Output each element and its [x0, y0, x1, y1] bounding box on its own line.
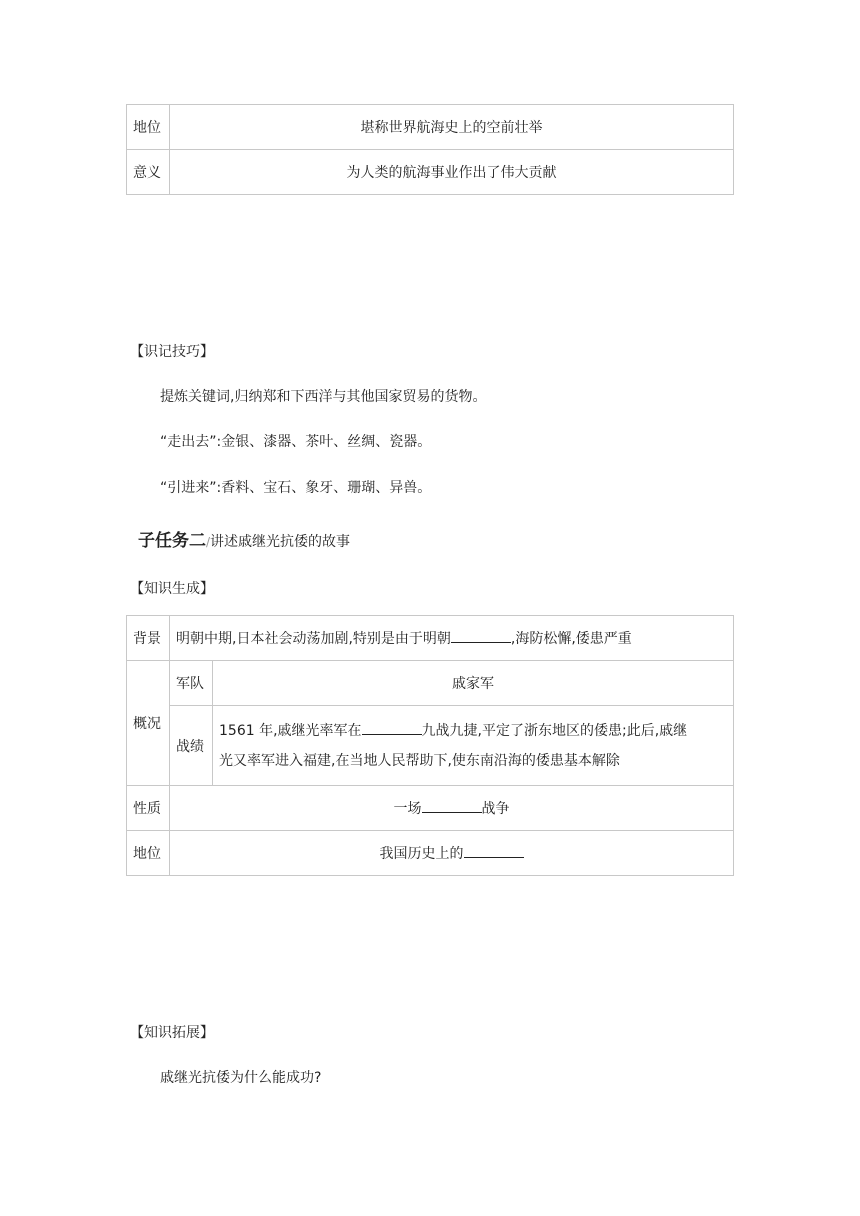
achievement-cell — [213, 706, 734, 786]
sub-label: 军队 — [170, 661, 213, 706]
memory-tips-go-out: “走出去”:金银、漆器、茶叶、丝绸、瓷器。 — [160, 434, 432, 450]
row-label: 地位 — [127, 831, 170, 876]
sub-label: 战绩 — [170, 706, 213, 786]
subtask-title: 子任务二 — [138, 531, 206, 551]
row-label: 性质 — [127, 786, 170, 831]
status-text-pre: 我国历史上的 — [379, 846, 464, 862]
army-value: 戚家军 — [213, 661, 734, 706]
row-value: 为人类的航海事业作出了伟大贡献 — [170, 150, 734, 195]
table-zhenghe-summary — [126, 104, 734, 195]
nature-text-post: 战争 — [481, 801, 510, 817]
memory-tips-intro: 提炼关键词,归纳郑和下西洋与其他国家贸易的货物。 — [160, 389, 487, 405]
subtask-separator: / — [206, 535, 211, 549]
table-row — [127, 616, 734, 661]
background-text-post: ,海防松懈,倭患严重 — [510, 631, 632, 647]
status-cell — [170, 831, 734, 876]
fill-blank — [464, 843, 524, 858]
knowledge-gen-heading: 【知识生成】 — [130, 581, 214, 597]
row-label: 意义 — [127, 150, 170, 195]
memory-tips-bring-in: “引进来”:香料、宝石、象牙、珊瑚、异兽。 — [160, 480, 432, 496]
nature-cell — [170, 786, 734, 831]
table-row — [127, 786, 734, 831]
achievement-text-pre: 1561 年,戚继光率军在 — [219, 722, 362, 739]
achievement-text-post: 九战九捷,平定了浙东地区的倭患;此后,戚继 — [421, 722, 688, 739]
row-label: 背景 — [127, 616, 170, 661]
fill-blank — [422, 798, 482, 813]
table-row — [127, 661, 734, 706]
memory-tips-heading: 【识记技巧】 — [130, 344, 214, 360]
knowledge-ext-heading: 【知识拓展】 — [130, 1025, 214, 1041]
background-text-pre: 明朝中期,日本社会动荡加剧,特别是由于明朝 — [176, 631, 451, 647]
achievement-text-line2: 光又率军进入福建,在当地人民帮助下,使东南沿海的倭患基本解除 — [219, 752, 620, 769]
subtask-title-block — [138, 526, 350, 551]
table-qijiguang — [126, 615, 734, 876]
table-row — [127, 105, 734, 150]
table-row — [127, 831, 734, 876]
row-label: 概况 — [127, 661, 170, 786]
fill-blank — [362, 720, 422, 735]
row-label: 地位 — [127, 105, 170, 150]
nature-text-pre: 一场 — [393, 801, 422, 817]
background-cell — [170, 616, 734, 661]
knowledge-ext-question: 戚继光抗倭为什么能成功? — [160, 1070, 322, 1086]
subtask-subtitle: 讲述戚继光抗倭的故事 — [210, 534, 351, 550]
table-row — [127, 706, 734, 786]
row-value: 堪称世界航海史上的空前壮举 — [170, 105, 734, 150]
table-row — [127, 150, 734, 195]
fill-blank — [451, 628, 511, 643]
